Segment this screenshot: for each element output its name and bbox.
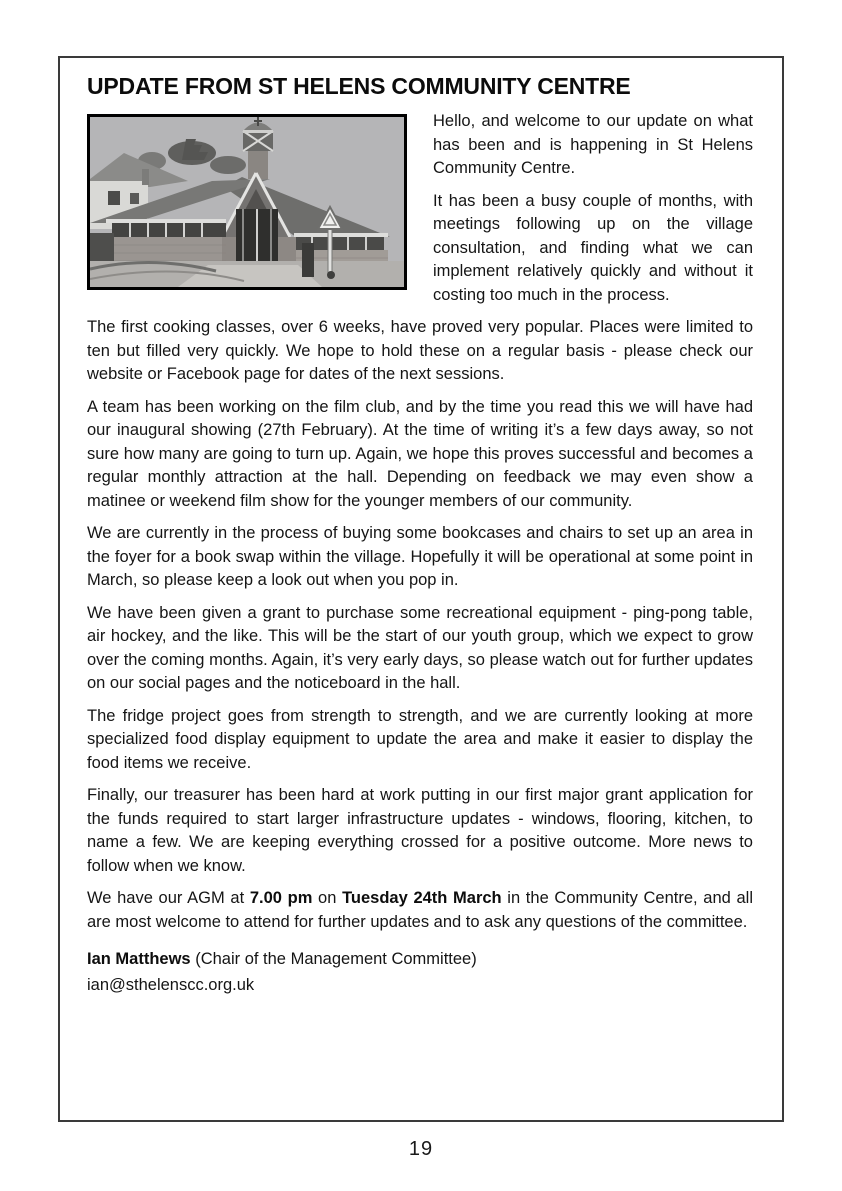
- paragraph-cooking-classes: The first cooking classes, over 6 weeks, have proved very popular. Places were limited to ten but filled very quickly. We hope to hold these on a regular basis - please check our website or Facebook page for dates of the next sessions.: [87, 318, 753, 383]
- agm-time: 7.00 pm: [249, 889, 313, 907]
- paragraph-book-swap: We are currently in the process of buying some bookcases and chairs to set up an area in the foyer for a book swap within the village. Hopefully it will be operational at some point in March, so please keep a look out when you pop in.: [87, 524, 753, 589]
- page-footer: [0, 1138, 842, 1181]
- paragraph-intro: Hello, and welcome to our update on what has been and is happening in St Helens Community Centre.: [433, 112, 753, 177]
- author-name: Ian Matthews: [87, 950, 191, 968]
- agm-text-mid: on: [312, 889, 343, 907]
- email-line: [87, 972, 753, 998]
- paragraph-grant-application: Finally, our treasurer has been hard at work putting in our first major grant application for the funds required to start larger infrastructure updates - windows, flooring, kitchen, to name a few. We are keeping everything crossed for a positive outcome. More news to follow when we know.: [87, 786, 753, 875]
- author-email: ian@sthelenscc.org.uk: [87, 976, 255, 994]
- agm-text-pre: We have our AGM at: [87, 889, 250, 907]
- paragraph-youth-group: We have been given a grant to purchase some recreational equipment - ping-pong table, air hockey, and the like. This will be the start of our youth group, which we expect to grow over the coming months. Again, it’s very early days, so please watch out for further updates on our social pages and the noticeboard in the hall.: [87, 603, 753, 692]
- photo-frame: [87, 114, 407, 290]
- signature-block: [87, 946, 753, 998]
- article-body: [87, 110, 753, 998]
- paragraph-film-club: A team has been working on the film club, and by the time you read this we will have had our inaugural showing (27th February). At the time of writing it’s a few days away, so not sure how many are going to turn up. Again, we hope this proves successful and becomes a regular monthly attraction at the hall. Depending on feedback we may even show a matinee or weekend film show for the younger members of our community.: [87, 397, 753, 510]
- paragraph-agm: [87, 887, 753, 934]
- paragraph-fridge-project: The fridge project goes from strength to strength, and we are currently looking at more specialized food display equipment to update the area and make it easier to display the food items we receive.: [87, 706, 753, 772]
- agm-date: Tuesday 24th March: [342, 889, 502, 907]
- signature-line: [87, 946, 753, 972]
- community-centre-photo: [90, 117, 404, 287]
- agm-text-post: in the Community Centre, and all are most welcome to attend for further updates and to ask any questions of the committee.: [87, 889, 753, 931]
- paragraph-busy-months: It has been a busy couple of months, with meetings following up on the village consultation, and finding what we can implement relatively quickly and without it costing too much in the process.: [433, 191, 753, 304]
- article-box: [58, 56, 784, 1122]
- author-role: (Chair of the Management Committee): [190, 950, 477, 968]
- page-title: UPDATE FROM ST HELENS COMMUNITY CENTRE: [87, 73, 631, 99]
- page-number: 19: [408, 1138, 434, 1160]
